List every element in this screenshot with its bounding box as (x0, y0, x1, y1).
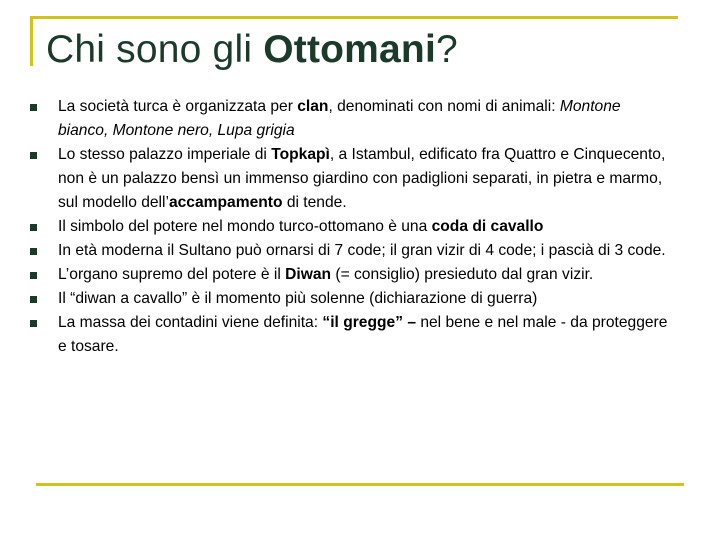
bullet-bold-text: coda di cavallo (431, 218, 544, 235)
bullet-text: , denominati con nomi di animali: (328, 98, 560, 115)
bullet-text: di tende. (282, 194, 347, 211)
title-bold: Ottomani (263, 28, 436, 71)
slide-title (46, 28, 458, 72)
bullet-text: , a Istambul, edificato fra Quattro e Cinquecento, non è un palazzo bensì un immenso giardino con padiglioni separati, in pietra e marmo, sul modello dell’ (58, 146, 666, 211)
bullet-bold-text: Diwan (285, 266, 332, 283)
frame-left-rule (30, 16, 33, 66)
bullet-bold-text: Topkapì (271, 146, 330, 163)
bullet-square-icon (30, 296, 37, 303)
title-prefix: Chi sono gli (46, 28, 264, 71)
bullet-bold-text: “il gregge” – (322, 314, 416, 331)
bullet-item (28, 143, 668, 215)
bullet-text: La società turca è organizzata per (58, 98, 298, 115)
bullet-square-icon (30, 104, 37, 111)
frame-bottom-rule (36, 483, 684, 486)
bullet-square-icon (30, 272, 37, 279)
bullet-list (28, 95, 668, 359)
bullet-text: Lo stesso palazzo imperiale di (58, 146, 272, 163)
bullet-text: L’organo supremo del potere è il (58, 266, 286, 283)
title-suffix: ? (435, 28, 458, 71)
bullet-item (28, 311, 668, 359)
bullet-text: nel bene e nel male - da proteggere e tosare. (58, 314, 668, 355)
bullet-square-icon (30, 248, 37, 255)
bullet-item (28, 239, 668, 263)
bullet-square-icon (30, 224, 37, 231)
bullet-square-icon (30, 320, 37, 327)
bullet-text: La massa dei contadini viene definita: (58, 314, 323, 331)
bullet-text: Il simbolo del potere nel mondo turco-ottomano è una (58, 218, 432, 235)
bullet-item (28, 263, 668, 287)
bullet-bold-text: clan (297, 98, 329, 115)
bullet-italic-text: Montone bianco, Montone nero, Lupa grigia (58, 98, 621, 139)
bullet-item (28, 215, 668, 239)
bullet-bold-text: accampamento (168, 194, 283, 211)
bullet-text: (= consiglio) presieduto dal gran vizir. (331, 266, 594, 283)
bullet-text: Il “diwan a cavallo” è il momento più solenne (dichiarazione di guerra) (58, 290, 538, 307)
bullet-square-icon (30, 152, 37, 159)
frame-top-rule (30, 16, 678, 19)
bullet-item (28, 287, 668, 311)
bullet-text: In età moderna il Sultano può ornarsi di 7 code; il gran vizir di 4 code; i pascià di 3 code. (58, 242, 666, 259)
bullet-item (28, 95, 668, 143)
